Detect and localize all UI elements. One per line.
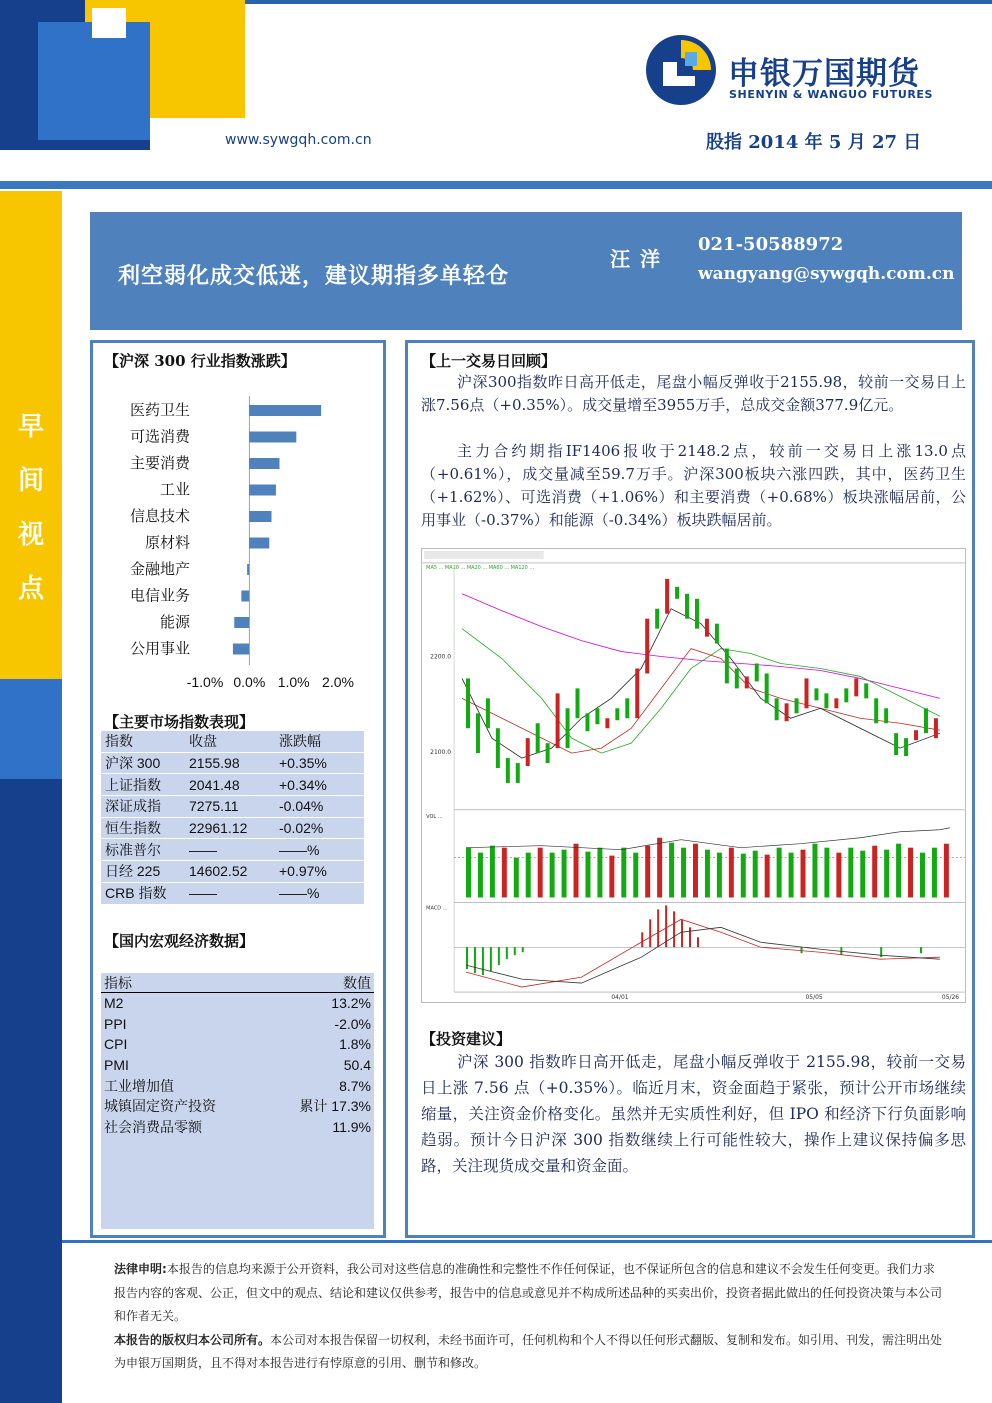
review-paragraph-1: 沪深300指数昨日高开低走，尾盘小幅反弹收于2155.98，较前一交易日上涨7.56点（+0.35%）。成交量增至3955万手，总成交金额377.9亿元。 [421, 373, 966, 414]
author-name: 汪洋 [610, 247, 670, 271]
bar [249, 511, 271, 522]
advice-section-title: 【投资建议】 [421, 1030, 512, 1048]
bar [233, 644, 249, 655]
review-section-title: 【上一交易日回顾】 [421, 352, 557, 370]
table-cell: 1.8% [339, 1036, 371, 1053]
author-email[interactable]: wangyang@sywgqh.com.cn [698, 264, 955, 284]
table-cell: 14602.52 [189, 863, 248, 880]
legal-text: 本报告的信息均来源于公开资料，我公司对这些信息的准确性和完整性不作任何保证，也不保证所包含的信息和建议不会发生任何变更。我们力求报告内容的客观、公正，但文中的观点、结论和建议仅供参考，报告中的信息或意见并不构成所述品种的买卖出价，投资者据此做出的任何投资决策与本公司和作者无关。 [114, 1262, 943, 1323]
table-cell: CRB 指数 [105, 885, 167, 902]
sidebar-char: 早 [17, 412, 44, 442]
price-label: 2100.0 [430, 749, 452, 757]
sidebar-dark [0, 779, 62, 1403]
sidebar-blue [0, 679, 62, 779]
table-row [101, 796, 364, 818]
tick-label: 1.0% [277, 674, 310, 690]
industry-section-title: 【沪深 300 行业指数涨跌】 [104, 352, 296, 370]
table-cell: -0.04% [279, 798, 324, 815]
corner-block-blue [38, 22, 150, 140]
sidebar-title [0, 400, 62, 616]
bar [241, 591, 249, 602]
table-cell: ——% [279, 841, 320, 858]
table-cell: 社会消费品零额 [104, 1118, 202, 1135]
table-row [101, 753, 364, 775]
sidebar-char: 间 [17, 466, 44, 496]
category-label: 能源 [159, 613, 190, 631]
table-cell: M2 [104, 995, 124, 1012]
date-label: 04/01 [611, 994, 629, 1002]
table-cell: 13.2% [331, 995, 371, 1012]
copyright-text: 本公司对本报告保留一切权利，未经书面许可，任何机构和个人不得以任何形式翻版、复制和发布。如引用、刊发，需注明出处为申银万国期货，且不得对本报告进行有悖原意的引用、删节和修改。 [114, 1332, 943, 1370]
table-row [101, 883, 364, 905]
macro-data-table [101, 973, 374, 1229]
bar [247, 564, 249, 575]
table-cell: -0.02% [279, 820, 324, 837]
table-row [101, 1034, 374, 1055]
svg-text:MACD ...: MACD ... [426, 905, 448, 912]
macro-section-title: 【国内宏观经济数据】 [104, 932, 255, 950]
category-label: 原材料 [144, 533, 190, 552]
table-row [101, 839, 364, 861]
logo-text-en: SHENYIN & WANGUO FUTURES [729, 88, 934, 101]
table-cell: 累计 17.3% [299, 1098, 371, 1115]
table-cell: CPI [104, 1036, 128, 1053]
company-logo-icon [645, 34, 717, 106]
table-row [101, 1096, 374, 1117]
table-cell: 深证成指 [105, 798, 161, 815]
bar [249, 405, 321, 416]
bar [234, 617, 249, 628]
table-cell: ——% [279, 885, 320, 902]
table-row [101, 1117, 374, 1138]
table-row [101, 1014, 374, 1035]
report-headline: 利空弱化成交低迷，建议期指多单轻仓 [118, 263, 510, 289]
price-label: 2200.0 [430, 653, 452, 661]
website-link[interactable]: www.sywgqh.com.cn [225, 132, 372, 148]
table-cell: +0.35% [279, 755, 327, 772]
category-label: 公用事业 [129, 639, 190, 658]
category-label: 信息技术 [129, 507, 190, 525]
table-cell: 恒生指数 [105, 820, 161, 837]
sidebar-char: 视 [17, 520, 44, 550]
svg-text:VOL ...: VOL ... [426, 813, 443, 820]
table-header-cell: 收盘 [189, 733, 217, 750]
table-cell: 50.4 [343, 1057, 371, 1074]
tick-label: -1.0% [186, 674, 224, 690]
table-header-cell: 数值 [343, 974, 371, 991]
table-cell: 标准普尔 [105, 841, 161, 858]
market-index-table [101, 731, 364, 905]
tick-label: 2.0% [322, 674, 354, 690]
table-cell: 22961.12 [189, 820, 248, 837]
corner-block-white [92, 8, 126, 38]
table-cell: 工业增加值 [104, 1077, 174, 1094]
table-cell: 沪深 300 [105, 755, 161, 772]
review-paragraph-2: 主力合约期指IF1406报收于2148.2点，较前一交易日上涨13.0点（+0.61%），成交量减至59.7万手。沪深300板块六涨四跌，其中，医药卫生（+1.62%）、可选消费（+1.06%）和主要消费（+0.68%）板块涨幅居前，公用事业（-0.37%）和能源（-0.34%）板块跌幅居前。 [421, 442, 966, 529]
table-header-row [101, 973, 374, 993]
table-header-cell: 涨跌幅 [279, 733, 321, 750]
date-label: 05/05 [805, 994, 823, 1002]
table-row [101, 774, 364, 796]
table-cell: PPI [104, 1015, 127, 1032]
industry-bar-chart [100, 390, 370, 700]
table-cell: 11.9% [332, 1118, 371, 1135]
table-header-cell: 指标 [104, 974, 132, 991]
advice-paragraph: 沪深 300 指数昨日高开低走，尾盘小幅反弹收于 2155.98，较前一交易日上涨 7.56 点（+0.35%）。临近月末，资金面趋于紧张，预计公开市场继续缩量，关注资金价格变化。虽然并无实质性利好，但 IPO 和经济下行负面影响趋弱。预计今日沪深 300 指数继续上行可能性较大，操作上建议保持偏多思路，关注现货成交量和资金面。 [421, 1053, 966, 1175]
report-date: 股指 2014 年 5 月 27 日 [706, 132, 922, 153]
table-header-cell: 指数 [105, 733, 133, 750]
copyright-statement [114, 1329, 944, 1376]
bar [249, 458, 279, 469]
category-label: 主要消费 [129, 454, 190, 472]
table-cell: 2155.98 [189, 755, 240, 772]
copyright-label: 本报告的版权归本公司所有。 [114, 1332, 271, 1347]
category-label: 医药卫生 [129, 401, 190, 419]
table-cell: 7275.11 [189, 798, 239, 815]
market-section-title: 【主要市场指数表现】 [104, 713, 255, 731]
table-row [101, 993, 374, 1014]
table-cell: +0.34% [279, 776, 327, 793]
table-header-row [101, 731, 364, 753]
legal-label: 法律申明: [114, 1262, 167, 1276]
table-cell: —— [189, 885, 217, 902]
table-cell: 2041.48 [189, 776, 240, 793]
table-cell: 日经 225 [105, 863, 161, 880]
table-cell: —— [189, 841, 217, 858]
index-candlestick-chart [421, 548, 966, 1003]
category-label: 可选消费 [129, 427, 190, 446]
header-band [0, 181, 992, 189]
author-phone: 021-50588972 [698, 234, 844, 255]
legal-statement [114, 1258, 944, 1329]
table-cell: PMI [104, 1057, 129, 1074]
bar [249, 432, 296, 443]
category-label: 电信业务 [129, 586, 190, 605]
table-cell: 8.7% [339, 1077, 371, 1094]
table-cell: +0.97% [279, 863, 327, 880]
table-cell: 城镇固定资产投资 [104, 1098, 216, 1115]
date-label: 05/26 [941, 994, 960, 1002]
table-row [101, 818, 364, 840]
table-cell: -2.0% [334, 1015, 371, 1032]
bar [249, 538, 269, 549]
category-label: 金融地产 [129, 560, 190, 578]
bar [249, 485, 276, 496]
table-row [101, 1055, 374, 1076]
footer-rule [62, 1240, 992, 1243]
tick-label: 0.0% [233, 674, 266, 690]
table-row [101, 1075, 374, 1096]
table-cell: 上证指数 [105, 776, 161, 793]
table-row [101, 861, 364, 883]
svg-text:MA5 ... MA10 ... MA20 ... MA60: MA5 ... MA10 ... MA20 ... MA60 ... MA120 ... [426, 564, 535, 571]
category-label: 工业 [159, 480, 190, 499]
logo-text-cn: 申银万国期货 [728, 56, 920, 92]
disclaimer [114, 1258, 944, 1376]
sidebar-char: 点 [17, 574, 44, 604]
